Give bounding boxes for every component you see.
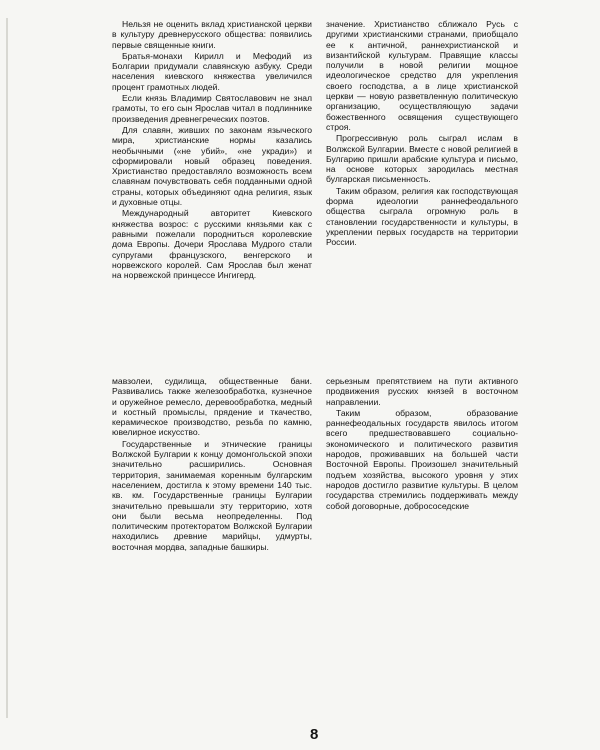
text-column-top-left	[112, 19, 312, 280]
page-edge	[6, 18, 8, 718]
paragraph: Если князь Владимир Святославович не знал грамоты, то его сын Ярослав читал в подлиннике произведения древнегреческих поэтов.	[112, 93, 312, 124]
paragraph: Для славян, живших по законам языческого мира, христианские нормы казались необычными («не убий», «не укради») и сформировали новый образец поведения. Христианство предоставляло возможность всем славянам почувствовать себя подданными одной страны, которых объединяют одна религия, язык и духовные отцы.	[112, 124, 312, 208]
paragraph: Международный авторитет Киевского княжества возрос: с русскими князьями как с равными пожелали породниться королевские дома Европы. Дочери Ярослава Мудрого стали супругами французского, венгерского и норвежского королей. Сам Ярослав был женат на норвежской принцессе Ингигерд.	[112, 208, 312, 281]
paragraph: значение. Христианство сближало Русь с другими христианскими странами, приобщало ее к античной, раннехристианской и византийской культурам. Правящие классы получили в новой религии мощное идеологическое средство для укрепления своего господства, а в лице христианской церкви — новую разветвленную политическую организацию, осуществляющую задачи божественного освящения существующего строя.	[326, 19, 518, 132]
paragraph: Таким образом, образование раннефеодальных государств явилось итогом всего предшествовавшего социально-экономического и политического развития народов, проживавших на большей части Восточной Европы. Произошел значительный подъем хозяйства, высокого уровня у этих народов достигло развитие культуры. В целом государства стремились поддерживать между собой договорные, добрососедские	[326, 407, 518, 511]
page-number: 8	[310, 726, 319, 743]
text-column-bottom-left	[112, 376, 312, 552]
text-column-bottom-right	[326, 376, 518, 511]
paragraph: Таким образом, религия как господствующая форма идеологии раннефеодального общества сыграла огромную роль в становлении государственности и культуры, в укреплении первых государств на территории России.	[326, 185, 518, 248]
paragraph: мавзолеи, судилища, общественные бани. Развивались также железообработка, кузнечное и оружейное ремесло, деревообработка, медный и костный промыслы, прядение и ткачество, керамическое производство, резьба по камню, ювелирное искусство.	[112, 376, 312, 438]
paragraph: Братья-монахи Кирилл и Мефодий из Болгарии придумали славянскую азбуку. Среди населения киевского княжества увеличился процент грамотных людей.	[112, 50, 312, 92]
paragraph: серьезным препятствием на пути активного продвижения русских князей в восточном направлении.	[326, 376, 518, 407]
paragraph: Нельзя не оценить вклад христианской церкви в культуру древнерусского общества: появились первые священные книги.	[112, 19, 312, 50]
paragraph: Государственные и этнические границы Волжской Булгарии к концу домонгольской эпохи значительно расширились. Основная территория, занимаемая коренным булгарским населением, достигла к этому времени 140 тыс. кв. км. Государственные границы Булгарии значительно превышали эту территорию, хотя они были весьма неопределенны. Под политическим протекторатом Волжской Булгарии находились древние марийцы, удмурты, восточная мордва, западные башкиры.	[112, 438, 312, 552]
text-column-top-right	[326, 19, 518, 248]
paragraph: Прогрессивную роль сыграл ислам в Волжской Булгарии. Вместе с новой религией в Булгарию пришли арабские культура и письмо, на основе которых зародилась местная булгарская письменность.	[326, 133, 518, 185]
